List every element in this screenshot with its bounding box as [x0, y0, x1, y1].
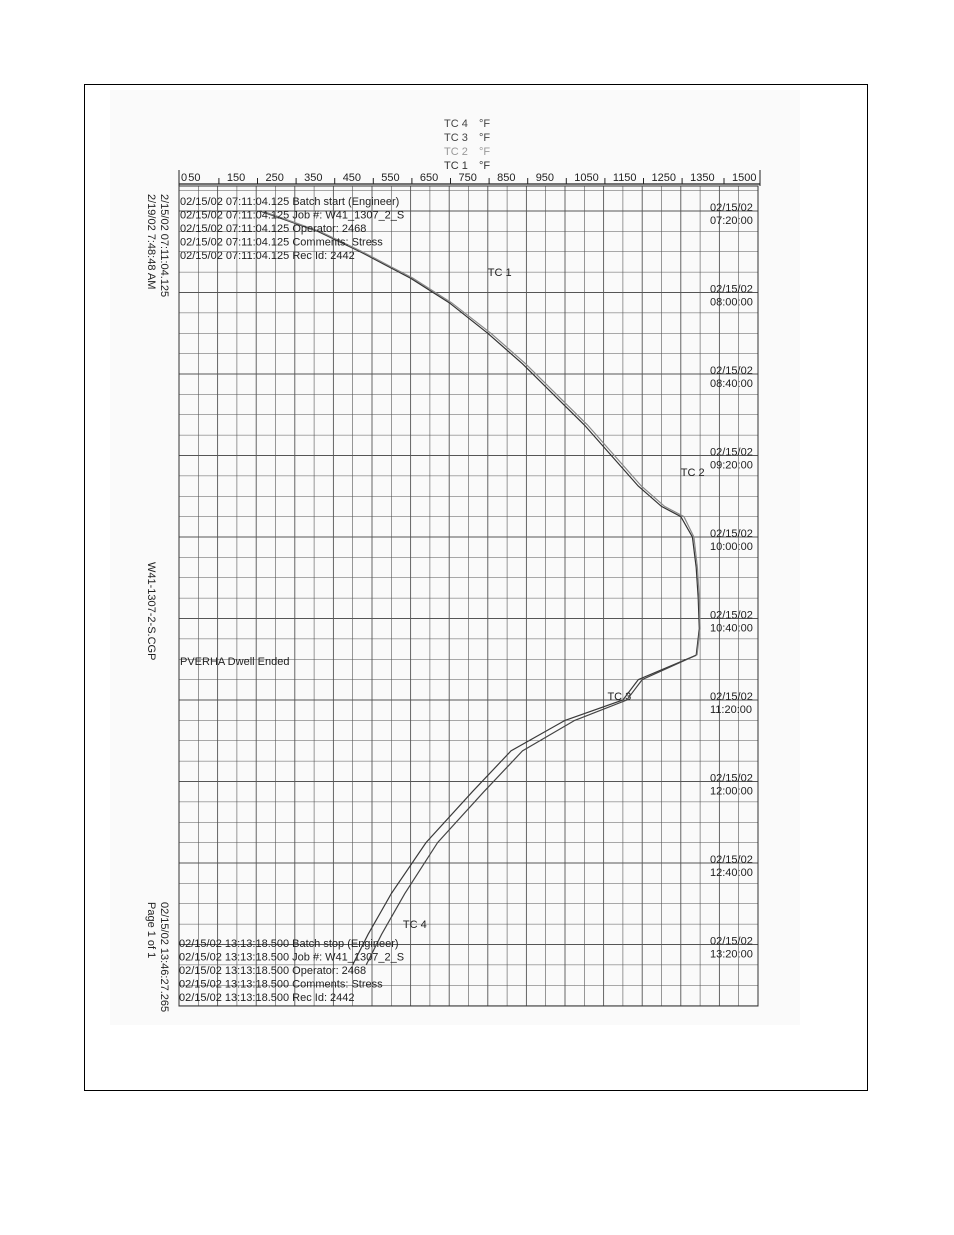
header-note: 02/15/02 07:11:04.125 Job #: W41_1307_2_S: [180, 209, 405, 222]
legend-name: TC 4: [444, 118, 468, 130]
x-tick-label: 150: [226, 172, 246, 184]
dwell-note: PVERHA Dwell Ended: [180, 656, 290, 668]
time-label-time: 08:00:00: [710, 296, 753, 309]
header-note: 02/15/02 07:11:04.125 Batch start (Engineer): [180, 196, 400, 208]
x-tick-label: 1050: [574, 172, 599, 184]
side-start-line: 2/15/02 07:11:04.125: [158, 194, 170, 298]
legend-name: TC 2: [444, 146, 468, 158]
x-tick-label: 0: [181, 172, 188, 184]
series-layer: [260, 211, 705, 965]
notes-layer: [179, 196, 404, 1004]
series-line-tc1: [260, 211, 699, 655]
header-note: 02/15/02 07:11:04.125 Operator: 2468: [180, 223, 367, 235]
time-label-time: 08:40:00: [710, 378, 753, 390]
x-tick-label: 950: [535, 172, 555, 184]
time-label-date: 02/15/02: [710, 854, 753, 866]
time-label-date: 02/15/02: [710, 935, 753, 948]
x-tick-label: 750: [458, 172, 477, 184]
side-end-line: 02/15/02 13:46:27.265: [158, 902, 170, 1013]
footer-note: 02/15/02 13:13:18.500 Comments: Stress: [179, 978, 383, 991]
header-note: 02/15/02 07:11:04.125 Comments: Stress: [180, 236, 383, 249]
time-label-time: 09:20:00: [710, 459, 753, 472]
legend-name: TC 3: [444, 132, 468, 144]
legend-unit: °F: [479, 118, 491, 130]
legend: [444, 118, 490, 172]
x-tick-label: 450: [342, 172, 362, 184]
series-label: TC 3: [607, 691, 632, 703]
time-label-time: 10:00:00: [710, 541, 753, 553]
legend-unit: °F: [479, 132, 491, 144]
time-label-date: 02/15/02: [710, 365, 753, 377]
header-note: 02/15/02 07:11:04.125 Rec Id: 2442: [180, 250, 355, 262]
time-label-time: 12:40:00: [710, 867, 753, 879]
time-label-date: 02/15/02: [710, 283, 753, 296]
time-label-date: 02/15/02: [710, 691, 753, 703]
side-print-start: [144, 194, 170, 297]
x-tick-label: 50: [188, 172, 201, 184]
time-label-time: 13:20:00: [710, 948, 753, 961]
side-print-end: [144, 902, 170, 1012]
x-tick-label: 250: [265, 172, 284, 184]
side-print-line: 2/19/02 7:48:48 AM: [145, 194, 157, 290]
series-line-tc2: [262, 211, 700, 655]
x-tick-label: 850: [497, 172, 516, 184]
file-name-text: W41-1307-2-S.CGP: [145, 562, 157, 661]
footer-note: 02/15/02 13:13:18.500 Batch stop (Engineer): [179, 938, 399, 950]
x-tick-label: 1500: [732, 172, 757, 184]
footer-note: 02/15/02 13:13:18.500 Rec Id: 2442: [179, 992, 355, 1004]
time-axis: [710, 202, 753, 961]
time-label-date: 02/15/02: [710, 528, 753, 540]
time-label-time: 07:20:00: [710, 215, 753, 227]
page-number: Page 1 of 1: [145, 902, 157, 959]
series-label: TC 1: [487, 267, 512, 280]
time-label-time: 12:00:00: [710, 785, 753, 798]
time-label-date: 02/15/02: [710, 446, 753, 459]
legend-unit: °F: [479, 160, 491, 172]
x-tick-label: 350: [304, 172, 323, 184]
x-axis: [179, 170, 760, 186]
legend-unit: °F: [479, 146, 491, 158]
chart-grid: [179, 186, 758, 1006]
legend-name: TC 1: [444, 160, 468, 172]
x-tick-label: 1250: [651, 172, 676, 184]
time-label-date: 02/15/02: [710, 609, 753, 622]
footer-note: 02/15/02 13:13:18.500 Job #: W41_1307_2_S: [179, 951, 405, 964]
time-label-date: 02/15/02: [710, 772, 753, 785]
series-label: TC 2: [680, 466, 705, 479]
x-tick-label: 1150: [612, 172, 637, 184]
time-label-date: 02/15/02: [710, 202, 753, 214]
time-label-time: 11:20:00: [710, 704, 753, 716]
footer-note: 02/15/02 13:13:18.500 Operator: 2468: [179, 965, 367, 977]
x-tick-label: 650: [419, 172, 439, 184]
x-tick-label: 1350: [690, 172, 715, 184]
time-label-time: 10:40:00: [710, 622, 753, 635]
x-tick-label: 550: [381, 172, 400, 184]
side-file-name: [144, 562, 157, 660]
series-label: TC 4: [402, 919, 427, 932]
